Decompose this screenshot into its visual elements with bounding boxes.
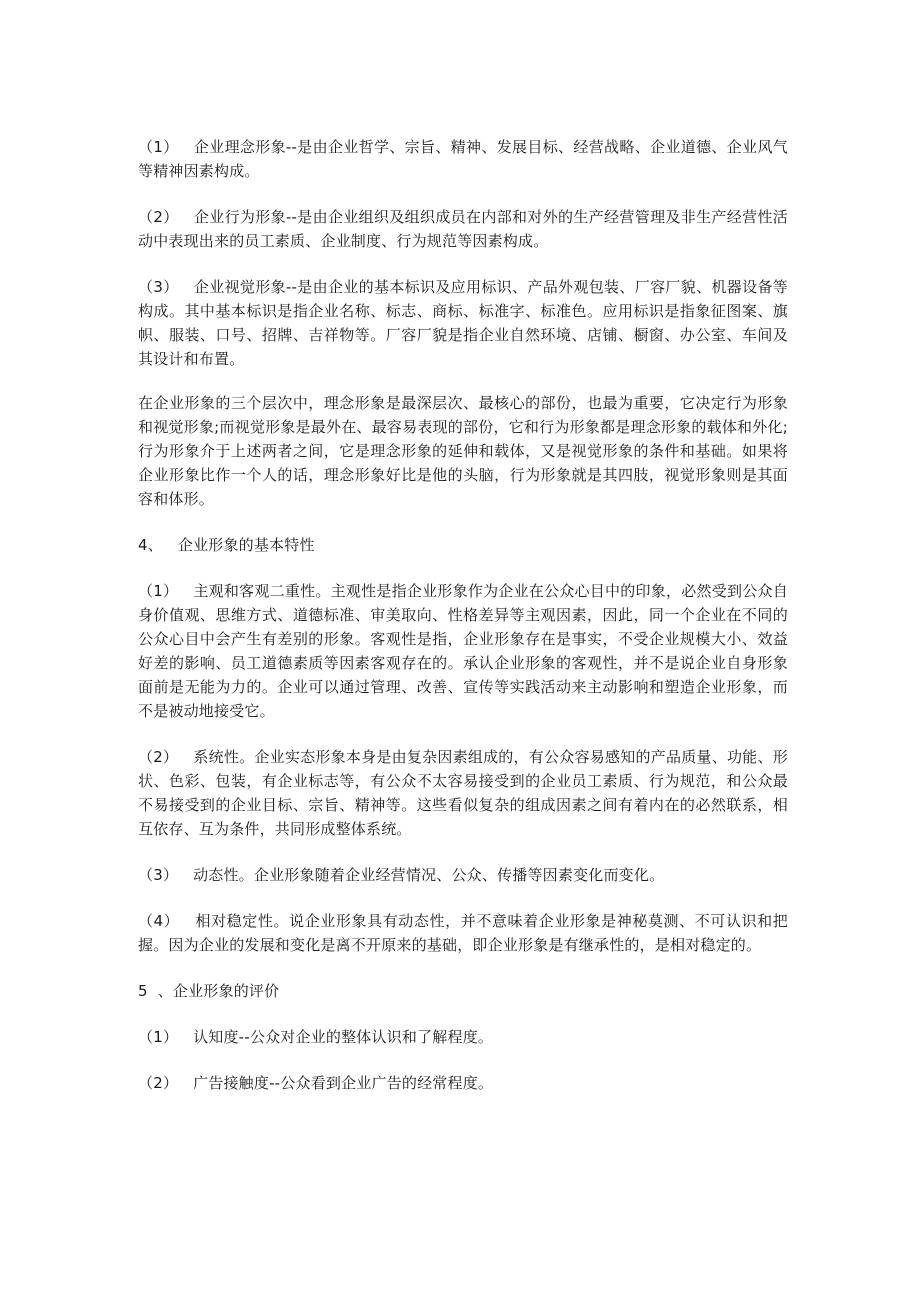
- item-number: （2）: [138, 1074, 194, 1092]
- paragraph-awareness: [138, 1025, 788, 1049]
- paragraph-text: 动态性。企业形象随着企业经营情况、公众、传播等因素变化而变化。: [193, 866, 665, 884]
- paragraph-text: 系统性。企业实态形象本身是由复杂因素组成的，有公众容易感知的产品质量、功能、形状、色彩、包装，有企业标志等，有公众不太容易接受到的企业员工素质、行为规范，和公众最不易接受到的企业目标、宗旨、精神等。这些看似复杂的组成因素之间有着内在的必然联系，相互依存、互为条件，共同形成整体系统。: [138, 748, 788, 838]
- item-number: （2）: [138, 208, 194, 226]
- paragraph-text: 广告接触度--公众看到企业广告的经常程度。: [193, 1074, 494, 1092]
- section-number: 5 、: [138, 982, 173, 1000]
- paragraph-text: 企业理念形象--是由企业哲学、宗旨、精神、发展目标、经营战略、企业道德、企业风气等精神因素构成。: [138, 138, 788, 180]
- paragraph-behavior-image: [138, 205, 788, 253]
- paragraph-text: 企业行为形象--是由企业组织及组织成员在内部和对外的生产经营管理及非生产经营性活动中表现出来的员工素质、企业制度、行为规范等因素构成。: [138, 208, 788, 250]
- paragraph-three-levels: [138, 391, 788, 511]
- paragraph-text: 相对稳定性。说企业形象具有动态性，并不意味着企业形象是神秘莫测、不可认识和把握。因为企业的发展和变化是离不开原来的基础，即企业形象是有继承性的，是相对稳定的。: [138, 912, 788, 954]
- item-number: （1）: [138, 1028, 194, 1046]
- item-number: （1）: [138, 138, 194, 156]
- paragraph-systematic: [138, 745, 788, 841]
- paragraph-text: 主观和客观二重性。主观性是指企业形象作为企业在公众心目中的印象，必然受到公众自身价值观、思维方式、道德标准、审美取向、性格差异等主观因素，因此，同一个企业在不同的公众心目中会产生有差别的形象。客观性是指，企业形象存在是事实，不受企业规模大小、效益好差的影响、员工道德素质等因素客观存在的。承认企业形象的客观性，并不是说企业自身形象面前是无能为力的。企业可以通过管理、改善、宣传等实践活动来主动影响和塑造企业形象，而不是被动地接受它。: [138, 582, 788, 720]
- paragraph-text: 在企业形象的三个层次中，理念形象是最深层次、最核心的部份，也最为重要，它决定行为形象和视觉形象;而视觉形象是最外在、最容易表现的部份，它和行为形象都是理念形象的载体和外化;行为形象介于上述两者之间，它是理念形象的延伸和载体，又是视觉形象的条件和基础。如果将企业形象比作一个人的话，理念形象好比是他的头脑，行为形象就是其四肢，视觉形象则是其面容和体形。: [138, 394, 788, 508]
- paragraph-text: 企业视觉形象--是由企业的基本标识及应用标识、产品外观包装、厂容厂貌、机器设备等构成。其中基本标识是指企业名称、标志、商标、标准字、标准色。应用标识是指象征图案、旗帜、服装、口号、招牌、吉祥物等。厂容厂貌是指企业自然环境、店铺、橱窗、办公室、车间及其设计和布置。: [138, 278, 788, 368]
- item-number: （1）: [138, 582, 194, 600]
- paragraph-concept-image: [138, 135, 788, 183]
- item-number: （3）: [138, 278, 194, 296]
- paragraph-ad-exposure: [138, 1071, 788, 1095]
- paragraph-stability: [138, 909, 788, 957]
- item-number: （4）: [138, 912, 196, 930]
- paragraph-dynamic: [138, 863, 788, 887]
- document-body: [138, 135, 788, 1095]
- paragraph-visual-image: [138, 275, 788, 371]
- paragraph-text: 认知度--公众对企业的整体认识和了解程度。: [193, 1028, 494, 1046]
- item-number: （3）: [138, 866, 194, 884]
- section-number: 4、: [138, 536, 178, 554]
- section-title: 企业形象的基本特性: [177, 536, 315, 554]
- section-heading-4: [138, 533, 788, 557]
- section-title: 企业形象的评价: [172, 982, 280, 1000]
- item-number: （2）: [138, 748, 194, 766]
- paragraph-duality: [138, 579, 788, 723]
- section-heading-5: [138, 979, 788, 1003]
